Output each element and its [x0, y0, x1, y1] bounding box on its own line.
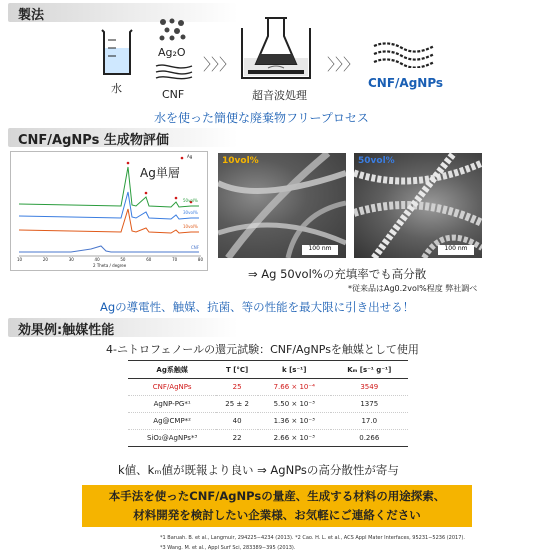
xrd-title: Ag単層 — [140, 166, 180, 180]
xrd-tick: 70 — [172, 257, 178, 262]
table-cell: 3549 — [331, 379, 408, 396]
beaker-icon — [100, 28, 134, 76]
ag2o-label: Ag₂O — [158, 46, 186, 59]
process-caption: 水を使った簡便な廃棄物フリープロセス — [154, 111, 369, 125]
ultrasonic-bath-icon — [238, 14, 314, 82]
reference-line-2: *3 Wang. M. et al., Appl Surf Sci, 283389−395 (2013). — [160, 545, 296, 551]
xrd-series-label-10vol: 10vol% — [183, 224, 198, 229]
sem-scale-text-10vol: 100 nm — [308, 245, 332, 252]
cnf-agnps-network-icon — [372, 38, 436, 68]
table-cell: 17.0 — [331, 413, 408, 430]
chevron-arrows-icon-2: 〉〉〉 — [327, 55, 360, 74]
xrd-tick: 80 — [197, 257, 203, 262]
chevron-arrows-icon-1: 〉〉〉 — [203, 55, 236, 74]
table-cell: CNF/AgNPs — [128, 379, 216, 396]
cnf-fiber-icon — [154, 60, 194, 84]
xrd-legend: Ag — [187, 154, 193, 159]
table-header: T [°C] — [216, 361, 258, 379]
sem-fibers-50vol — [354, 153, 482, 258]
xrd-tick: 20 — [42, 257, 48, 262]
table-cell: 0.266 — [331, 430, 408, 447]
section-title-product: CNF/AgNPs 生成物評価 — [18, 133, 169, 148]
table-cell: 2.66 × 10⁻³ — [258, 430, 331, 447]
finding-note: *従来品はAg0.2vol%程度 弊社調べ — [348, 284, 478, 293]
table-cell: 40 — [216, 413, 258, 430]
table-cell: Ag@CMP*² — [128, 413, 216, 430]
sem-label-50vol: 50vol% — [358, 156, 395, 166]
product-label: CNF/AgNPs — [368, 76, 444, 90]
xrd-tick: 10 — [17, 257, 23, 262]
sem-scalebar-10vol — [302, 245, 338, 255]
table-header: Kₘ [s⁻¹ g⁻¹] — [331, 361, 408, 379]
table-cell: 25 ± 2 — [216, 396, 258, 413]
sem-scalebar-50vol — [438, 245, 474, 255]
banner-line-2: 材料開発を検討したい企業様、お気軽にご連絡ください — [133, 508, 421, 522]
table-cell: 5.50 × 10⁻³ — [258, 396, 331, 413]
xrd-xlabel: 2 Theta / degree — [93, 263, 127, 268]
water-label: 水 — [111, 82, 122, 95]
ultrasound-label: 超音波処理 — [252, 89, 307, 102]
sem-label-10vol: 10vol% — [222, 156, 259, 166]
xrd-series-cnf — [19, 246, 199, 252]
xrd-tick: 40 — [94, 257, 100, 262]
sem-image-50vol — [354, 153, 482, 258]
xrd-series-10vol — [19, 209, 199, 233]
conclusion-text: k値、kₘ値が既報より良い ⇒ AgNPsの高分散性が寄与 — [118, 463, 399, 477]
sem-image-10vol — [218, 153, 346, 258]
xrd-tick: 60 — [146, 257, 152, 262]
xrd-series-label-cnf: CNF — [191, 245, 200, 250]
catalyst-table — [128, 360, 408, 447]
table-cell: 22 — [216, 430, 258, 447]
xrd-tick: 50 — [120, 257, 126, 262]
contact-banner — [82, 485, 472, 527]
banner-line-1: 本手法を使ったCNF/AgNPsの量産、生成する材料の用途探索、 — [108, 489, 446, 503]
xrd-series-label-30vol: 30vol% — [183, 210, 198, 215]
xrd-tick: 30 — [68, 257, 74, 262]
table-cell: SiO₂@AgNPs*³ — [128, 430, 216, 447]
section-title-method: 製法 — [18, 8, 45, 23]
reference-line-1: *1 Baruah. B. et al., Langmuir, 294225−4234 (2013). *2 Cao. H. L. et al., ACS Appl Mater Interfaces, 95231−5236 (2017). — [160, 535, 465, 541]
xrd-ticks — [17, 257, 203, 262]
sem-fibers-10vol — [218, 153, 346, 258]
table-cell: AgNP-PG*¹ — [128, 396, 216, 413]
xrd-series-label-50vol: 50vol% — [183, 198, 198, 203]
section-title-example: 効果例:触媒性能 — [18, 323, 115, 338]
finding-highlight: Agの導電性、触媒、抗菌、等の性能を最大限に引き出せる！ — [100, 300, 415, 314]
table-row — [128, 396, 408, 413]
ag2o-particles-icon — [158, 18, 188, 42]
table-cell: 7.66 × 10⁻⁴ — [258, 379, 331, 396]
test-title: 4-ニトロフェノールの還元試験：CNF/AgNPsを触媒として使用 — [106, 343, 419, 356]
table-row — [128, 413, 408, 430]
table-cell: 1.36 × 10⁻³ — [258, 413, 331, 430]
cnf-label: CNF — [162, 88, 185, 101]
table-header: k [s⁻¹] — [258, 361, 331, 379]
table-row — [128, 379, 408, 396]
table-cell: 25 — [216, 379, 258, 396]
finding-result: ⇒ Ag 50vol%の充填率でも高分散 — [248, 267, 427, 281]
table-cell: 1375 — [331, 396, 408, 413]
table-header: Ag系触媒 — [128, 361, 216, 379]
table-row — [128, 430, 408, 447]
table-header-row — [128, 361, 408, 379]
sem-scale-text-50vol: 100 nm — [444, 245, 468, 252]
